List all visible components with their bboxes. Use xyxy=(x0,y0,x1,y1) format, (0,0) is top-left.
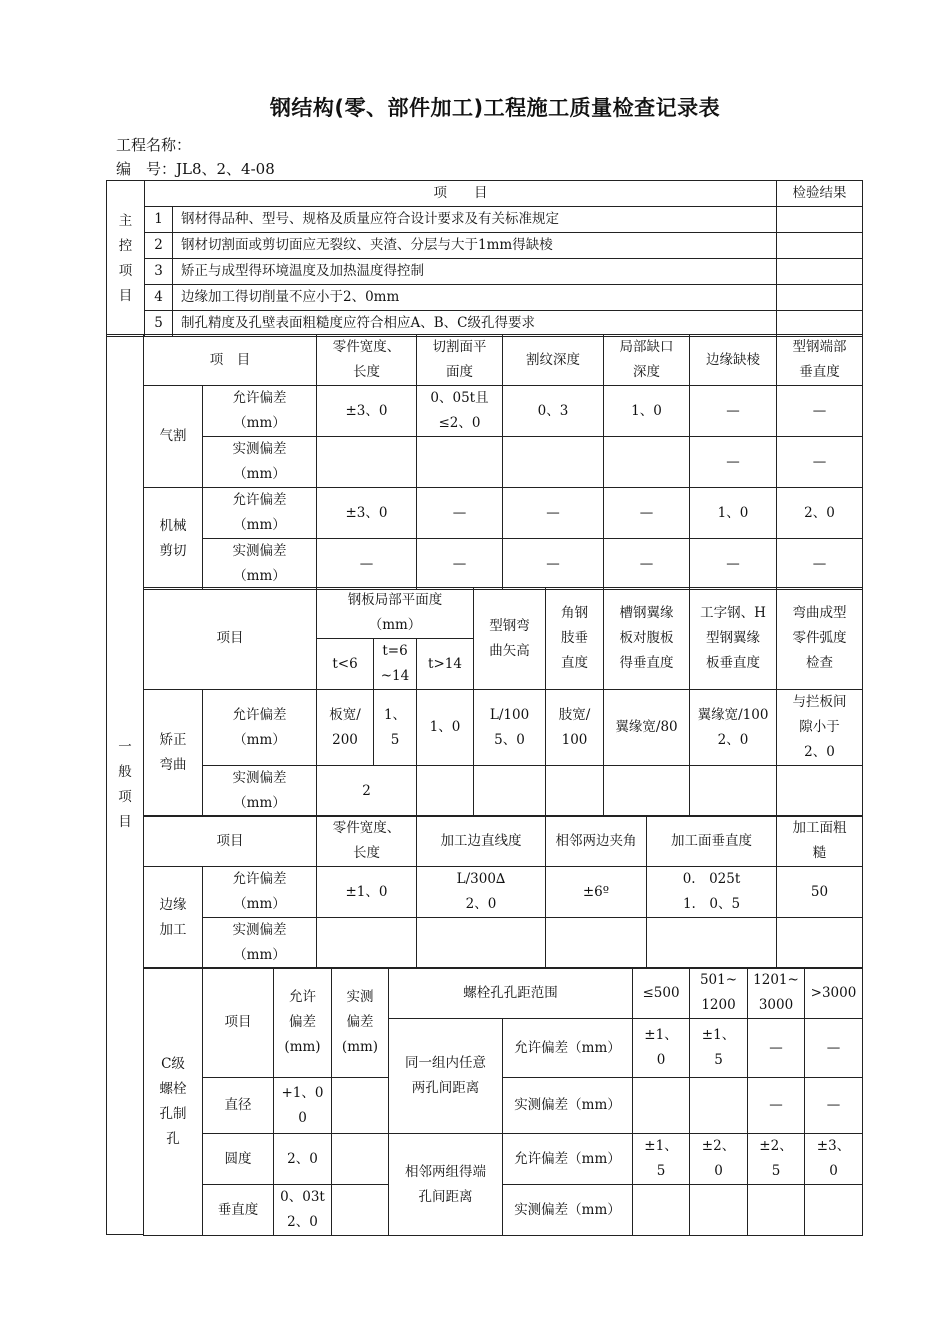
g1-allow-cell: — xyxy=(748,1019,805,1078)
hole-row-name: 圆度 xyxy=(203,1134,274,1185)
main-header-item: 项 目 xyxy=(145,181,777,207)
allow-label: 允许偏差 （mm） xyxy=(203,690,317,766)
main-item-text: 边缘加工得切削量不应小于2、0mm xyxy=(173,285,777,311)
g1-actual-cell[interactable] xyxy=(633,1078,690,1134)
straighten-header: 角钢 肢垂 直度 xyxy=(546,588,604,690)
straighten-actual-cell[interactable] xyxy=(604,766,690,817)
straighten-allow-cell: 肢宽/ 100 xyxy=(546,690,604,766)
main-item-text: 钢材切割面或剪切面应无裂纹、夹渣、分层与大于1mm得缺棱 xyxy=(173,233,777,259)
straighten-actual-cell[interactable] xyxy=(690,766,777,817)
g1-allow-cell: ±1、 0 xyxy=(633,1019,690,1078)
hole-range-header: 螺栓孔孔距范围 xyxy=(389,968,633,1019)
edge-header-item: 项目 xyxy=(144,816,317,867)
straighten-allow-cell: 1、 5 xyxy=(374,690,417,766)
mech-actual-cell: — xyxy=(503,539,604,590)
edge-header: 相邻两边夹角 xyxy=(546,816,647,867)
straighten-label: 矫正 弯曲 xyxy=(144,690,203,817)
g2-actual-cell[interactable] xyxy=(748,1185,805,1236)
straighten-actual-cell[interactable] xyxy=(777,766,863,817)
project-name-label: 工程名称： xyxy=(116,136,192,154)
group2-label: 相邻两组得端 孔间距离 xyxy=(389,1134,503,1236)
edge-actual-cell[interactable] xyxy=(647,918,777,969)
main-item-text: 制孔精度及孔壁表面粗糙度应符合相应A、B、C级孔得要求 xyxy=(173,311,777,337)
g2-allow-cell: ±3、 0 xyxy=(805,1134,863,1185)
edge-allow-cell: ±1、0 xyxy=(317,867,417,918)
allow-label: 允许偏差 （mm） xyxy=(203,488,317,539)
cut-header-item: 项 目 xyxy=(144,335,317,386)
cut-header: 割纹深度 xyxy=(503,335,604,386)
straighten-actual-cell[interactable] xyxy=(417,766,474,817)
cut-header: 零件宽度、 长度 xyxy=(317,335,417,386)
edge-label: 边缘 加工 xyxy=(144,867,203,969)
hole-row-name: 垂直度 xyxy=(203,1185,274,1236)
main-item-text: 矫正与成型得环境温度及加热温度得控制 xyxy=(173,259,777,285)
main-item-no: 2 xyxy=(145,233,173,259)
straighten-actual-cell[interactable] xyxy=(474,766,546,817)
gas-actual-cell[interactable] xyxy=(417,437,503,488)
range-header: 501~ 1200 xyxy=(690,968,748,1019)
actual-label: 实测偏差 （mm） xyxy=(203,918,317,969)
g2-actual-cell[interactable] xyxy=(690,1185,748,1236)
mech-allow-cell: — xyxy=(604,488,690,539)
edge-actual-cell[interactable] xyxy=(317,918,417,969)
cut-header: 型钢端部 垂直度 xyxy=(777,335,863,386)
allow-label: 允许偏差 （mm） xyxy=(203,867,317,918)
hole-row-actual[interactable] xyxy=(332,1078,389,1134)
main-item-result[interactable] xyxy=(777,311,863,337)
group1-label: 同一组内任意 两孔间距离 xyxy=(389,1019,503,1134)
edge-table xyxy=(143,815,863,969)
hole-row-name: 直径 xyxy=(203,1078,274,1134)
straighten-allow-cell: 板宽/ 200 xyxy=(317,690,374,766)
cut-header: 边缘缺棱 xyxy=(690,335,777,386)
gas-allow-cell: — xyxy=(777,386,863,437)
main-item-result[interactable] xyxy=(777,285,863,311)
straighten-allow-cell: 翼缘宽/100 2、0 xyxy=(690,690,777,766)
straighten-allow-cell: 与拦板间 隙小于 2、0 xyxy=(777,690,863,766)
range-header: >3000 xyxy=(805,968,863,1019)
range-header: ≤500 xyxy=(633,968,690,1019)
cut-header: 局部缺口 深度 xyxy=(604,335,690,386)
gas-allow-cell: ±3、0 xyxy=(317,386,417,437)
actual-mm-label: 实测偏差（mm） xyxy=(503,1078,633,1134)
mech-actual-cell: — xyxy=(604,539,690,590)
edge-allow-cell: L/300∆ 2、0 xyxy=(417,867,546,918)
straighten-header: 工字钢、H 型钢翼缘 板垂直度 xyxy=(690,588,777,690)
cutting-table xyxy=(143,334,863,590)
thickness-header: t<6 xyxy=(317,639,374,690)
edge-header: 零件宽度、 长度 xyxy=(317,816,417,867)
bolt-hole-table xyxy=(143,967,863,1236)
g1-actual-cell: — xyxy=(748,1078,805,1134)
edge-actual-cell[interactable] xyxy=(777,918,863,969)
mech-allow-cell: ±3、0 xyxy=(317,488,417,539)
g1-allow-cell: ±1、 5 xyxy=(690,1019,748,1078)
mech-actual-cell: — xyxy=(417,539,503,590)
hole-row-actual[interactable] xyxy=(332,1134,389,1185)
straighten-header: 槽钢翼缘 板对腹板 得垂直度 xyxy=(604,588,690,690)
mech-cut-label: 机械 剪切 xyxy=(144,488,203,590)
straighten-allow-cell: L/100 5、0 xyxy=(474,690,546,766)
hole-row-allow: 0、03t 2、0 xyxy=(274,1185,332,1236)
allow-mm-label: 允许偏差（mm） xyxy=(503,1134,633,1185)
gas-cut-label: 气割 xyxy=(144,386,203,488)
straighten-header: 弯曲成型 零件弧度 检查 xyxy=(777,588,863,690)
straighten-allow-cell: 1、0 xyxy=(417,690,474,766)
actual-label: 实测偏差 （mm） xyxy=(203,539,317,590)
general-category-column xyxy=(106,334,144,1235)
edge-allow-cell: ±6º xyxy=(546,867,647,918)
edge-allow-cell: 50 xyxy=(777,867,863,918)
mech-actual-cell: — xyxy=(690,539,777,590)
bolt-hole-label: C级 螺栓 孔制 孔 xyxy=(144,968,203,1236)
straighten-header: 型钢弯 曲矢高 xyxy=(474,588,546,690)
document-number: 编 号：JL8、2、4-08 xyxy=(116,160,275,178)
mech-allow-cell: — xyxy=(503,488,604,539)
main-item-result[interactable] xyxy=(777,259,863,285)
hole-header-allow: 允许 偏差 (mm) xyxy=(274,968,332,1078)
allow-mm-label: 允许偏差（mm） xyxy=(503,1019,633,1078)
straighten-actual-cell[interactable]: 2 xyxy=(317,766,417,817)
g1-allow-cell: — xyxy=(805,1019,863,1078)
range-header: 1201~ 3000 xyxy=(748,968,805,1019)
gas-allow-cell: 0、3 xyxy=(503,386,604,437)
hole-row-allow: +1、0 0 xyxy=(274,1078,332,1134)
actual-label: 实测偏差 （mm） xyxy=(203,766,317,817)
mech-allow-cell: — xyxy=(417,488,503,539)
edge-actual-cell[interactable] xyxy=(546,918,647,969)
g2-allow-cell: ±2、 0 xyxy=(690,1134,748,1185)
gas-allow-cell: 1、0 xyxy=(604,386,690,437)
mech-allow-cell: 2、0 xyxy=(777,488,863,539)
main-item-no: 4 xyxy=(145,285,173,311)
g2-allow-cell: ±1、 5 xyxy=(633,1134,690,1185)
allow-label: 允许偏差 （mm） xyxy=(203,386,317,437)
g1-actual-cell: — xyxy=(805,1078,863,1134)
mech-actual-cell: — xyxy=(777,539,863,590)
gas-actual-cell[interactable] xyxy=(503,437,604,488)
actual-mm-label: 实测偏差（mm） xyxy=(503,1185,633,1236)
g2-allow-cell: ±2、 5 xyxy=(748,1134,805,1185)
edge-header: 加工面粗 糙 xyxy=(777,816,863,867)
hole-row-allow: 2、0 xyxy=(274,1134,332,1185)
edge-header: 加工边直线度 xyxy=(417,816,546,867)
thickness-header: t>14 xyxy=(417,639,474,690)
gas-actual-cell[interactable] xyxy=(317,437,417,488)
g2-actual-cell[interactable] xyxy=(805,1185,863,1236)
thickness-header: t=6 ~14 xyxy=(374,639,417,690)
main-item-text: 钢材得品种、型号、规格及质量应符合设计要求及有关标准规定 xyxy=(173,207,777,233)
edge-actual-cell[interactable] xyxy=(417,918,546,969)
straighten-header-item: 项目 xyxy=(144,588,317,690)
general-category-label: 一 般 项 目 xyxy=(107,335,144,1235)
flatness-header: 钢板局部平面度 （mm） xyxy=(317,588,474,639)
gas-actual-cell: — xyxy=(690,437,777,488)
edge-header: 加工面垂直度 xyxy=(647,816,777,867)
main-item-no: 3 xyxy=(145,259,173,285)
straighten-actual-cell[interactable] xyxy=(546,766,604,817)
gas-allow-cell: 0、05t且 ≤2、0 xyxy=(417,386,503,437)
gas-actual-cell[interactable] xyxy=(604,437,690,488)
main-header-result: 检验结果 xyxy=(777,181,863,207)
straighten-allow-cell: 翼缘宽/80 xyxy=(604,690,690,766)
page-title: 钢结构(零、部件加工)工程施工质量检查记录表 xyxy=(269,96,721,120)
mech-allow-cell: 1、0 xyxy=(690,488,777,539)
edge-allow-cell: 0. 025t 1. 0、5 xyxy=(647,867,777,918)
main-item-result[interactable] xyxy=(777,207,863,233)
main-category-label: 主 控 项 目 xyxy=(107,181,145,337)
hole-header-actual: 实测 偏差 (mm) xyxy=(332,968,389,1078)
actual-label: 实测偏差 （mm） xyxy=(203,437,317,488)
g1-actual-cell[interactable] xyxy=(690,1078,748,1134)
gas-actual-cell: — xyxy=(777,437,863,488)
mech-actual-cell: — xyxy=(317,539,417,590)
hole-row-actual[interactable] xyxy=(332,1185,389,1236)
main-item-no: 5 xyxy=(145,311,173,337)
main-item-no: 1 xyxy=(145,207,173,233)
hole-header-item: 项目 xyxy=(203,968,274,1078)
cut-header: 切割面平 面度 xyxy=(417,335,503,386)
main-control-table xyxy=(106,180,863,337)
gas-allow-cell: — xyxy=(690,386,777,437)
g2-actual-cell[interactable] xyxy=(633,1185,690,1236)
main-item-result[interactable] xyxy=(777,233,863,259)
straighten-table xyxy=(143,587,863,817)
